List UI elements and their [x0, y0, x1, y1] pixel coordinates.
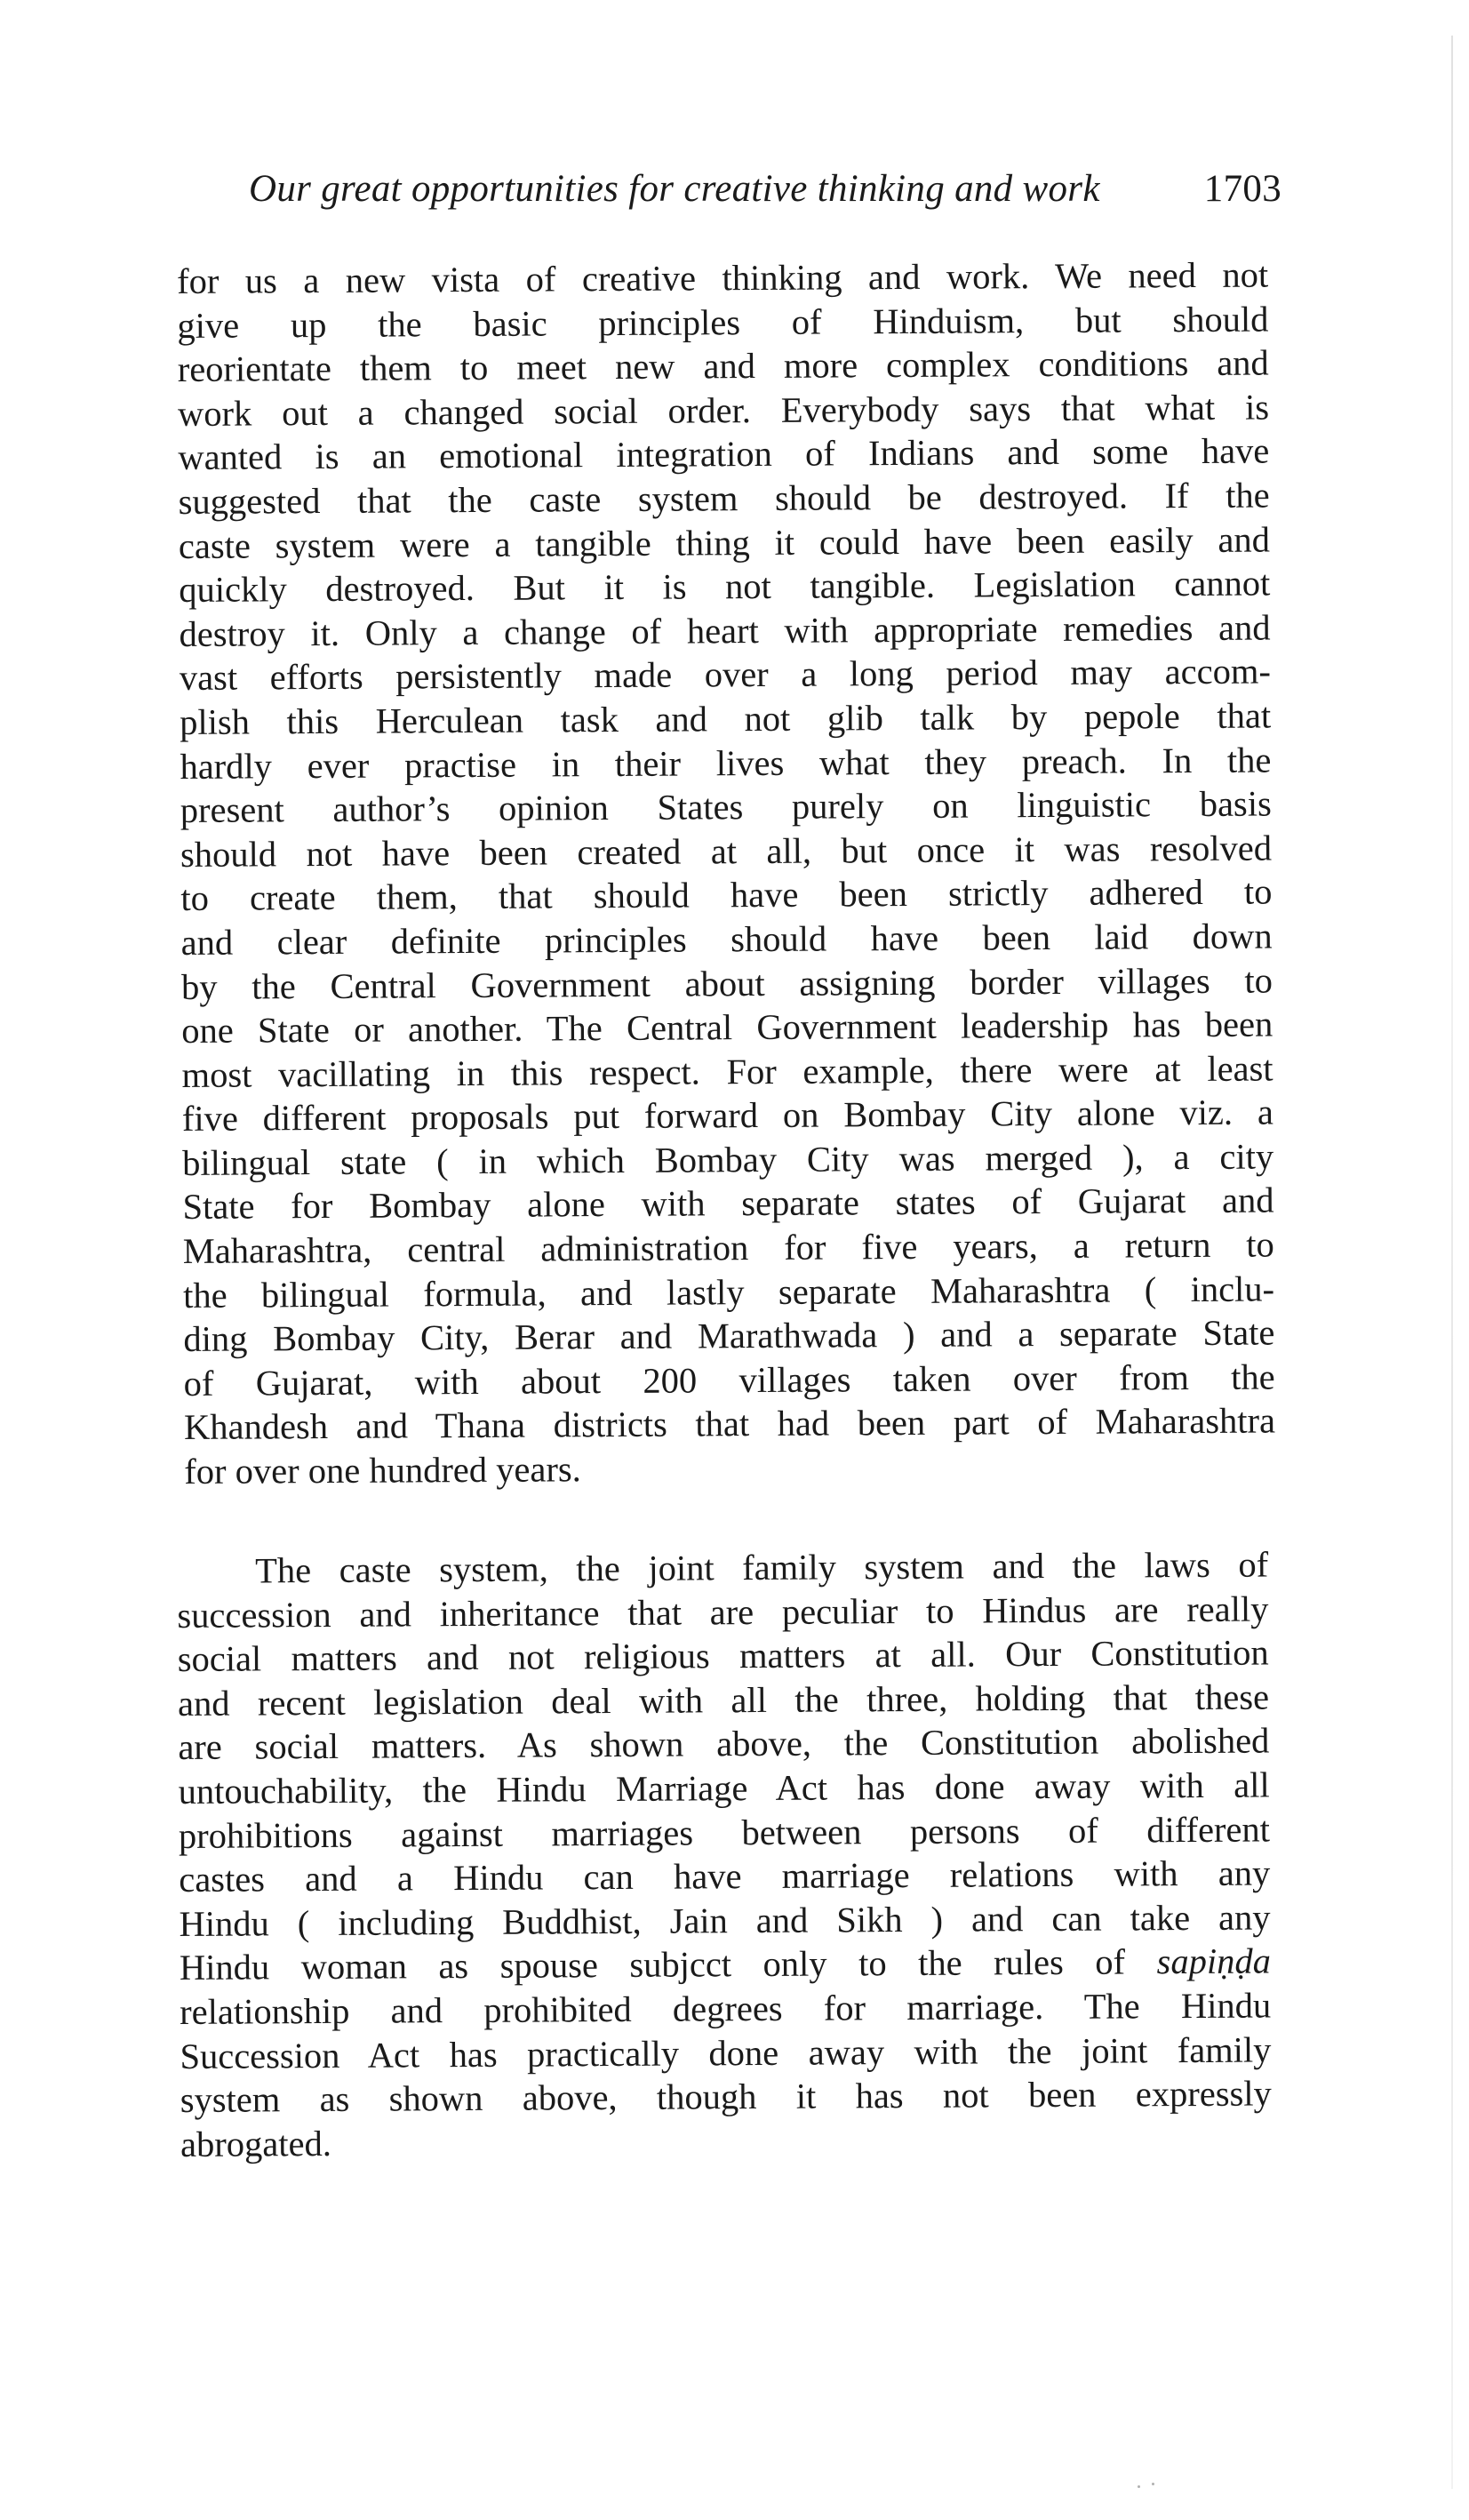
text-line: reorientate them to meet new and more complex conditions and: [177, 342, 1269, 390]
text-line: Maharashtra, central administration for five years, a return to: [182, 1224, 1274, 1272]
text-line: give up the basic principles of Hinduism, but should: [177, 299, 1269, 346]
running-header: [249, 167, 1281, 211]
text-line: The caste system, the joint family system and the laws of: [255, 1544, 1269, 1591]
text-line: five different proposals put forward on Bombay City alone viz. a: [181, 1092, 1274, 1140]
text-line: vast efforts persistently made over a long period may accom-: [179, 651, 1271, 699]
text-line: present author’s opinion States purely on linguistic basis: [180, 783, 1272, 831]
text-line: one State or another. The Central Government leadership has been: [181, 1004, 1273, 1052]
text-line: destroy it. Only a change of heart with appropriate remedies and: [179, 607, 1271, 654]
text-line: castes and a Hindu can have marriage relations with any: [179, 1852, 1271, 1900]
text-line: by the Central Government about assigning border villages to: [180, 959, 1273, 1007]
text-line: of Gujarat, with about 200 villages taken over from the: [183, 1356, 1275, 1404]
text-line: bilingual state ( in which Bombay City was merged ), a city: [182, 1136, 1274, 1183]
text-line: relationship and prohibited degrees for marriage. The Hindu: [180, 1985, 1272, 2032]
italic-term: sapiṇḍa: [1156, 1940, 1272, 1982]
text-line: ding Bombay City, Berar and Marathwada ) and a separate State: [183, 1312, 1275, 1360]
text-line: are social matters. As shown above, the Constitution abolished: [178, 1720, 1270, 1768]
text-line: caste system were a tangible thing it could have been easily and: [178, 519, 1271, 566]
running-header-title: Our great opportunities for creative thinking and work: [249, 168, 1100, 210]
scan-speck: [1138, 2485, 1140, 2488]
text-line: Succession Act has practically done away with the joint family: [180, 2029, 1272, 2076]
text-line: State for Bombay alone with separate states of Gujarat and: [182, 1180, 1274, 1228]
text-line: for over one hundred years.: [184, 1449, 581, 1492]
text-line: for us a new vista of creative thinking and work. We need not: [177, 254, 1269, 301]
scan-edge-line: [1451, 36, 1453, 2489]
text-line: hardly ever practise in their lives what they preach. In the: [180, 740, 1272, 787]
text-line: untouchability, the Hindu Marriage Act has done away with all: [178, 1764, 1270, 1812]
text-line: and clear definite principles should have been laid down: [180, 916, 1273, 963]
text-line: work out a changed social order. Everybody says that what is: [177, 387, 1270, 434]
text-line: wanted is an emotional integration of Indians and some have: [178, 430, 1270, 478]
text-line: Hindu ( including Buddhist, Jain and Sikh ) and can take any: [179, 1897, 1271, 1944]
text-line: suggested that the caste system should be destroyed. If the: [178, 475, 1270, 522]
page-number: 1703: [1203, 168, 1281, 210]
text-line: to create them, that should have been strictly adhered to: [180, 871, 1273, 919]
text-line: prohibitions against marriages between persons of different: [178, 1809, 1271, 1856]
text-line: system as shown above, though it has not been expressly: [180, 2073, 1272, 2121]
text-line: abrogated.: [180, 2123, 332, 2164]
text-line: should not have been created at all, but once it was resolved: [180, 828, 1273, 875]
text-line: quickly destroyed. But it is not tangible. Legislation cannot: [179, 563, 1271, 611]
text-line: the bilingual formula, and lastly separate Maharashtra ( inclu-: [182, 1268, 1275, 1316]
text-line: most vacillating in this respect. For example, there were at least: [181, 1048, 1273, 1095]
text-line: social matters and not religious matters at all. Our Constitution: [177, 1632, 1269, 1680]
text-line: Khandesh and Thana districts that had been part of Maharashtra: [183, 1400, 1276, 1448]
text-line: Hindu woman as spouse subjcct only to the rules of sapiṇḍa: [179, 1940, 1272, 1988]
text-line: plish this Herculean task and not glib talk by pepole that: [180, 695, 1272, 742]
paragraph-1: [177, 252, 1275, 1493]
text-line: and recent legislation deal with all the three, holding that these: [177, 1676, 1270, 1724]
paragraph-2: [177, 1542, 1272, 2166]
scan-speck: [1152, 2483, 1154, 2485]
text-line: succession and inheritance that are peculiar to Hindus are really: [177, 1588, 1269, 1636]
